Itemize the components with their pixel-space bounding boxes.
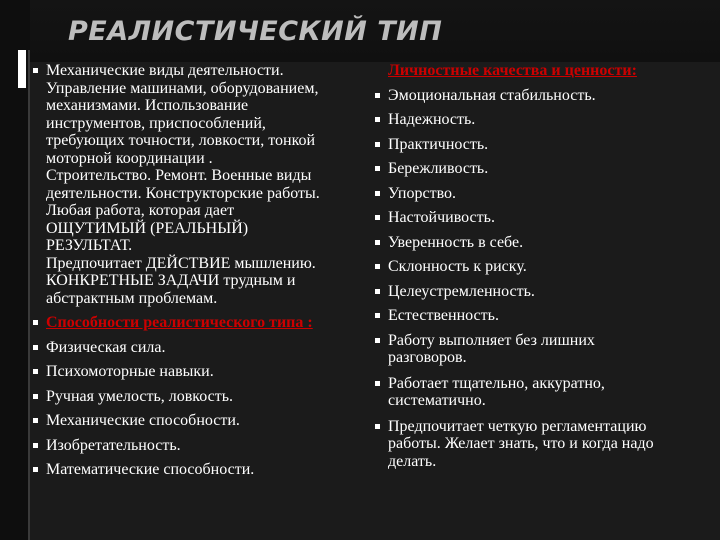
right-column bbox=[372, 62, 717, 470]
quality-item bbox=[372, 160, 717, 178]
quality-item bbox=[372, 283, 717, 301]
intro-line: Любая работа, которая дает bbox=[46, 202, 235, 219]
quality-line: Бережливость. bbox=[388, 160, 489, 177]
intro-line: требующих точности, ловкости, тонкой bbox=[46, 132, 316, 149]
quality-item bbox=[372, 87, 717, 105]
quality-item bbox=[372, 111, 717, 129]
accent-bar bbox=[18, 50, 26, 88]
quality-item bbox=[372, 234, 717, 252]
quality-line: Естественность. bbox=[388, 307, 499, 324]
ability-item: Ручная умелость, ловкость. bbox=[30, 388, 372, 406]
quality-line: Работу выполняет без лишних bbox=[388, 331, 595, 349]
quality-line: Практичность. bbox=[388, 135, 489, 153]
quality-line: работы. Желает знать, что и когда надо bbox=[388, 435, 654, 452]
left-column bbox=[30, 62, 372, 479]
quality-item bbox=[372, 307, 717, 325]
quality-item bbox=[372, 418, 717, 471]
intro-bullet bbox=[30, 62, 372, 307]
slide-title: РЕАЛИСТИЧЕСКИЙ ТИП bbox=[68, 16, 443, 47]
quality-item bbox=[372, 185, 717, 203]
ability-item: Физическая сила. bbox=[30, 339, 372, 357]
ability-item: Изобретательность. bbox=[30, 437, 372, 455]
intro-line: инструментов, приспособлений, bbox=[46, 114, 266, 132]
intro-line: механизмами. Использование bbox=[46, 97, 249, 114]
quality-item bbox=[372, 258, 717, 276]
quality-line: Работает тщательно, аккуратно, bbox=[388, 374, 605, 392]
intro-line: КОНКРЕТНЫЕ ЗАДАЧИ трудным и bbox=[46, 272, 296, 289]
abilities-heading: Способности реалистического типа : bbox=[46, 314, 313, 331]
ability-item: Психомоторные навыки. bbox=[30, 363, 372, 381]
quality-line: Настойчивость. bbox=[388, 209, 495, 226]
ability-item: Математические способности. bbox=[30, 461, 372, 479]
quality-line: систематично. bbox=[388, 392, 486, 409]
qualities-heading: Личностные качества и ценности: bbox=[388, 62, 637, 79]
quality-line: Целеустремленность. bbox=[388, 282, 535, 300]
quality-item bbox=[372, 332, 717, 367]
quality-line: Надежность. bbox=[388, 111, 476, 128]
intro-line: Управление машинами, оборудованием, bbox=[46, 79, 319, 97]
quality-line: Предпочитает четкую регламентацию bbox=[388, 417, 647, 435]
intro-line: ОЩУТИМЫЙ (РЕАЛЬНЫЙ) bbox=[46, 219, 249, 237]
quality-line: разговоров. bbox=[388, 349, 467, 366]
intro-line: абстрактным проблемам. bbox=[46, 289, 218, 307]
quality-line: Уверенность в себе. bbox=[388, 233, 524, 251]
ability-item: Механические способности. bbox=[30, 412, 372, 430]
content-area bbox=[30, 62, 720, 540]
quality-item bbox=[372, 209, 717, 227]
intro-line: РЕЗУЛЬТАТ. bbox=[46, 237, 133, 254]
intro-line: Строительство. Ремонт. Военные виды bbox=[46, 167, 312, 184]
intro-line: моторной координации . bbox=[46, 149, 213, 167]
abilities-heading-bullet bbox=[30, 314, 372, 332]
quality-line: Эмоциональная стабильность. bbox=[388, 86, 596, 104]
quality-item bbox=[372, 136, 717, 154]
quality-line: Упорство. bbox=[388, 184, 457, 202]
quality-item bbox=[372, 375, 717, 410]
quality-line: делать. bbox=[388, 452, 437, 470]
quality-line: Склонность к риску. bbox=[388, 258, 527, 275]
intro-line: деятельности. Конструкторские работы. bbox=[46, 184, 320, 202]
intro-line: Предпочитает ДЕЙСТВИЕ мышлению. bbox=[46, 254, 316, 272]
intro-line: Механические виды деятельности. bbox=[46, 62, 284, 79]
qualities-heading-wrap bbox=[372, 62, 717, 80]
